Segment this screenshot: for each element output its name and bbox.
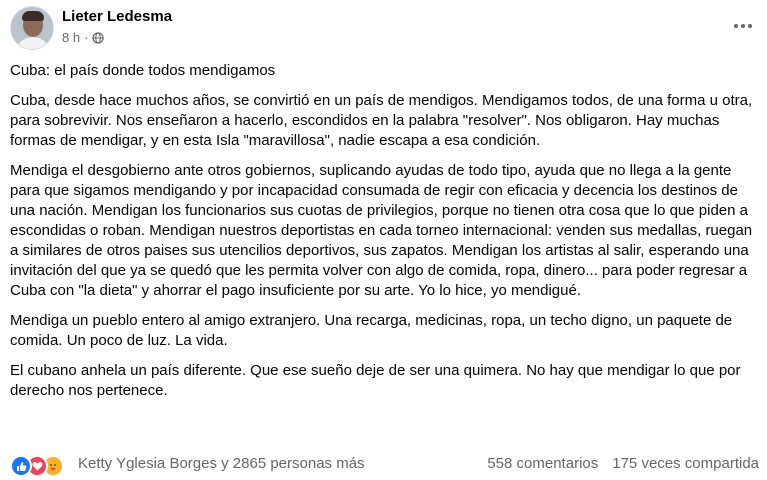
avatar-torso (15, 37, 51, 50)
post-paragraph: Mendiga un pueblo entero al amigo extranjero. Una recarga, medicinas, ropa, un techo digno, un paquete de comida. Un poco de luz. La vida. (10, 312, 733, 349)
post-footer (10, 454, 759, 476)
post-paragraph: Mendiga el desgobierno ante otros gobiernos, suplicando ayudas de todo tipo, ayuda que no llega a la gente para que sigamos mendigando y por incapacidad consumada de regir con eficacia y decencia los destinos de una nación. Mendigan los funcionarios sus cuotas de privilegios, porque no tienen otra cosa que lo que piden a escondidas o roban. Mendigan nuestros deportistas en cada torneo internacional: venden sus medallas, ruegan a similares de otros paises sus utencilios deportivos, sus zapatos. Mendigan los artistas al salir, esperando una invitación del que ya se quedó que les permita volver con algo de comida, ropa, dinero... para poder regresar a Cuba con "la dieta" y ahorrar el pago insuficiente por su arte. Yo lo hice, yo mendigué. (10, 162, 753, 299)
more-options-button[interactable] (733, 12, 753, 35)
engagement-counts (487, 455, 759, 472)
post-title: Cuba: el país donde todos mendigamos (10, 62, 276, 79)
like-icon (10, 455, 32, 477)
post-body (10, 61, 762, 411)
author-name[interactable]: Lieter Ledesma (62, 8, 173, 25)
reaction-summary[interactable]: Ketty Yglesia Borges y 2865 personas más (78, 455, 365, 472)
shares-count[interactable]: 175 veces compartida (612, 455, 759, 472)
avatar-hair (22, 11, 44, 21)
meta-separator: · (84, 30, 89, 45)
reactions[interactable] (10, 455, 58, 477)
comments-count[interactable]: 558 comentarios (487, 455, 599, 472)
post-header (10, 4, 757, 52)
post-paragraph: El cubano anhela un país diferente. Que ese sueño deje de ser una quimera. No hay que mendigar lo que por derecho nos pertenece. (10, 362, 741, 399)
avatar[interactable] (10, 6, 54, 50)
ellipsis-icon (733, 23, 753, 29)
globe-icon (92, 32, 104, 44)
post-paragraph: Cuba, desde hace muchos años, se convirtió en un país de mendigos. Mendigamos todos, de una forma u otra, para sobrevivir. Nos enseñaron a hacerlo, escondidos en la palabra "resolver". Nos obligaron. Hay muchas formas de mendigar, y en esta Isla "maravillosa", nadie escapa a esa condición. (10, 92, 753, 149)
post-meta (62, 30, 104, 45)
post-time[interactable]: 8 h (62, 30, 81, 45)
